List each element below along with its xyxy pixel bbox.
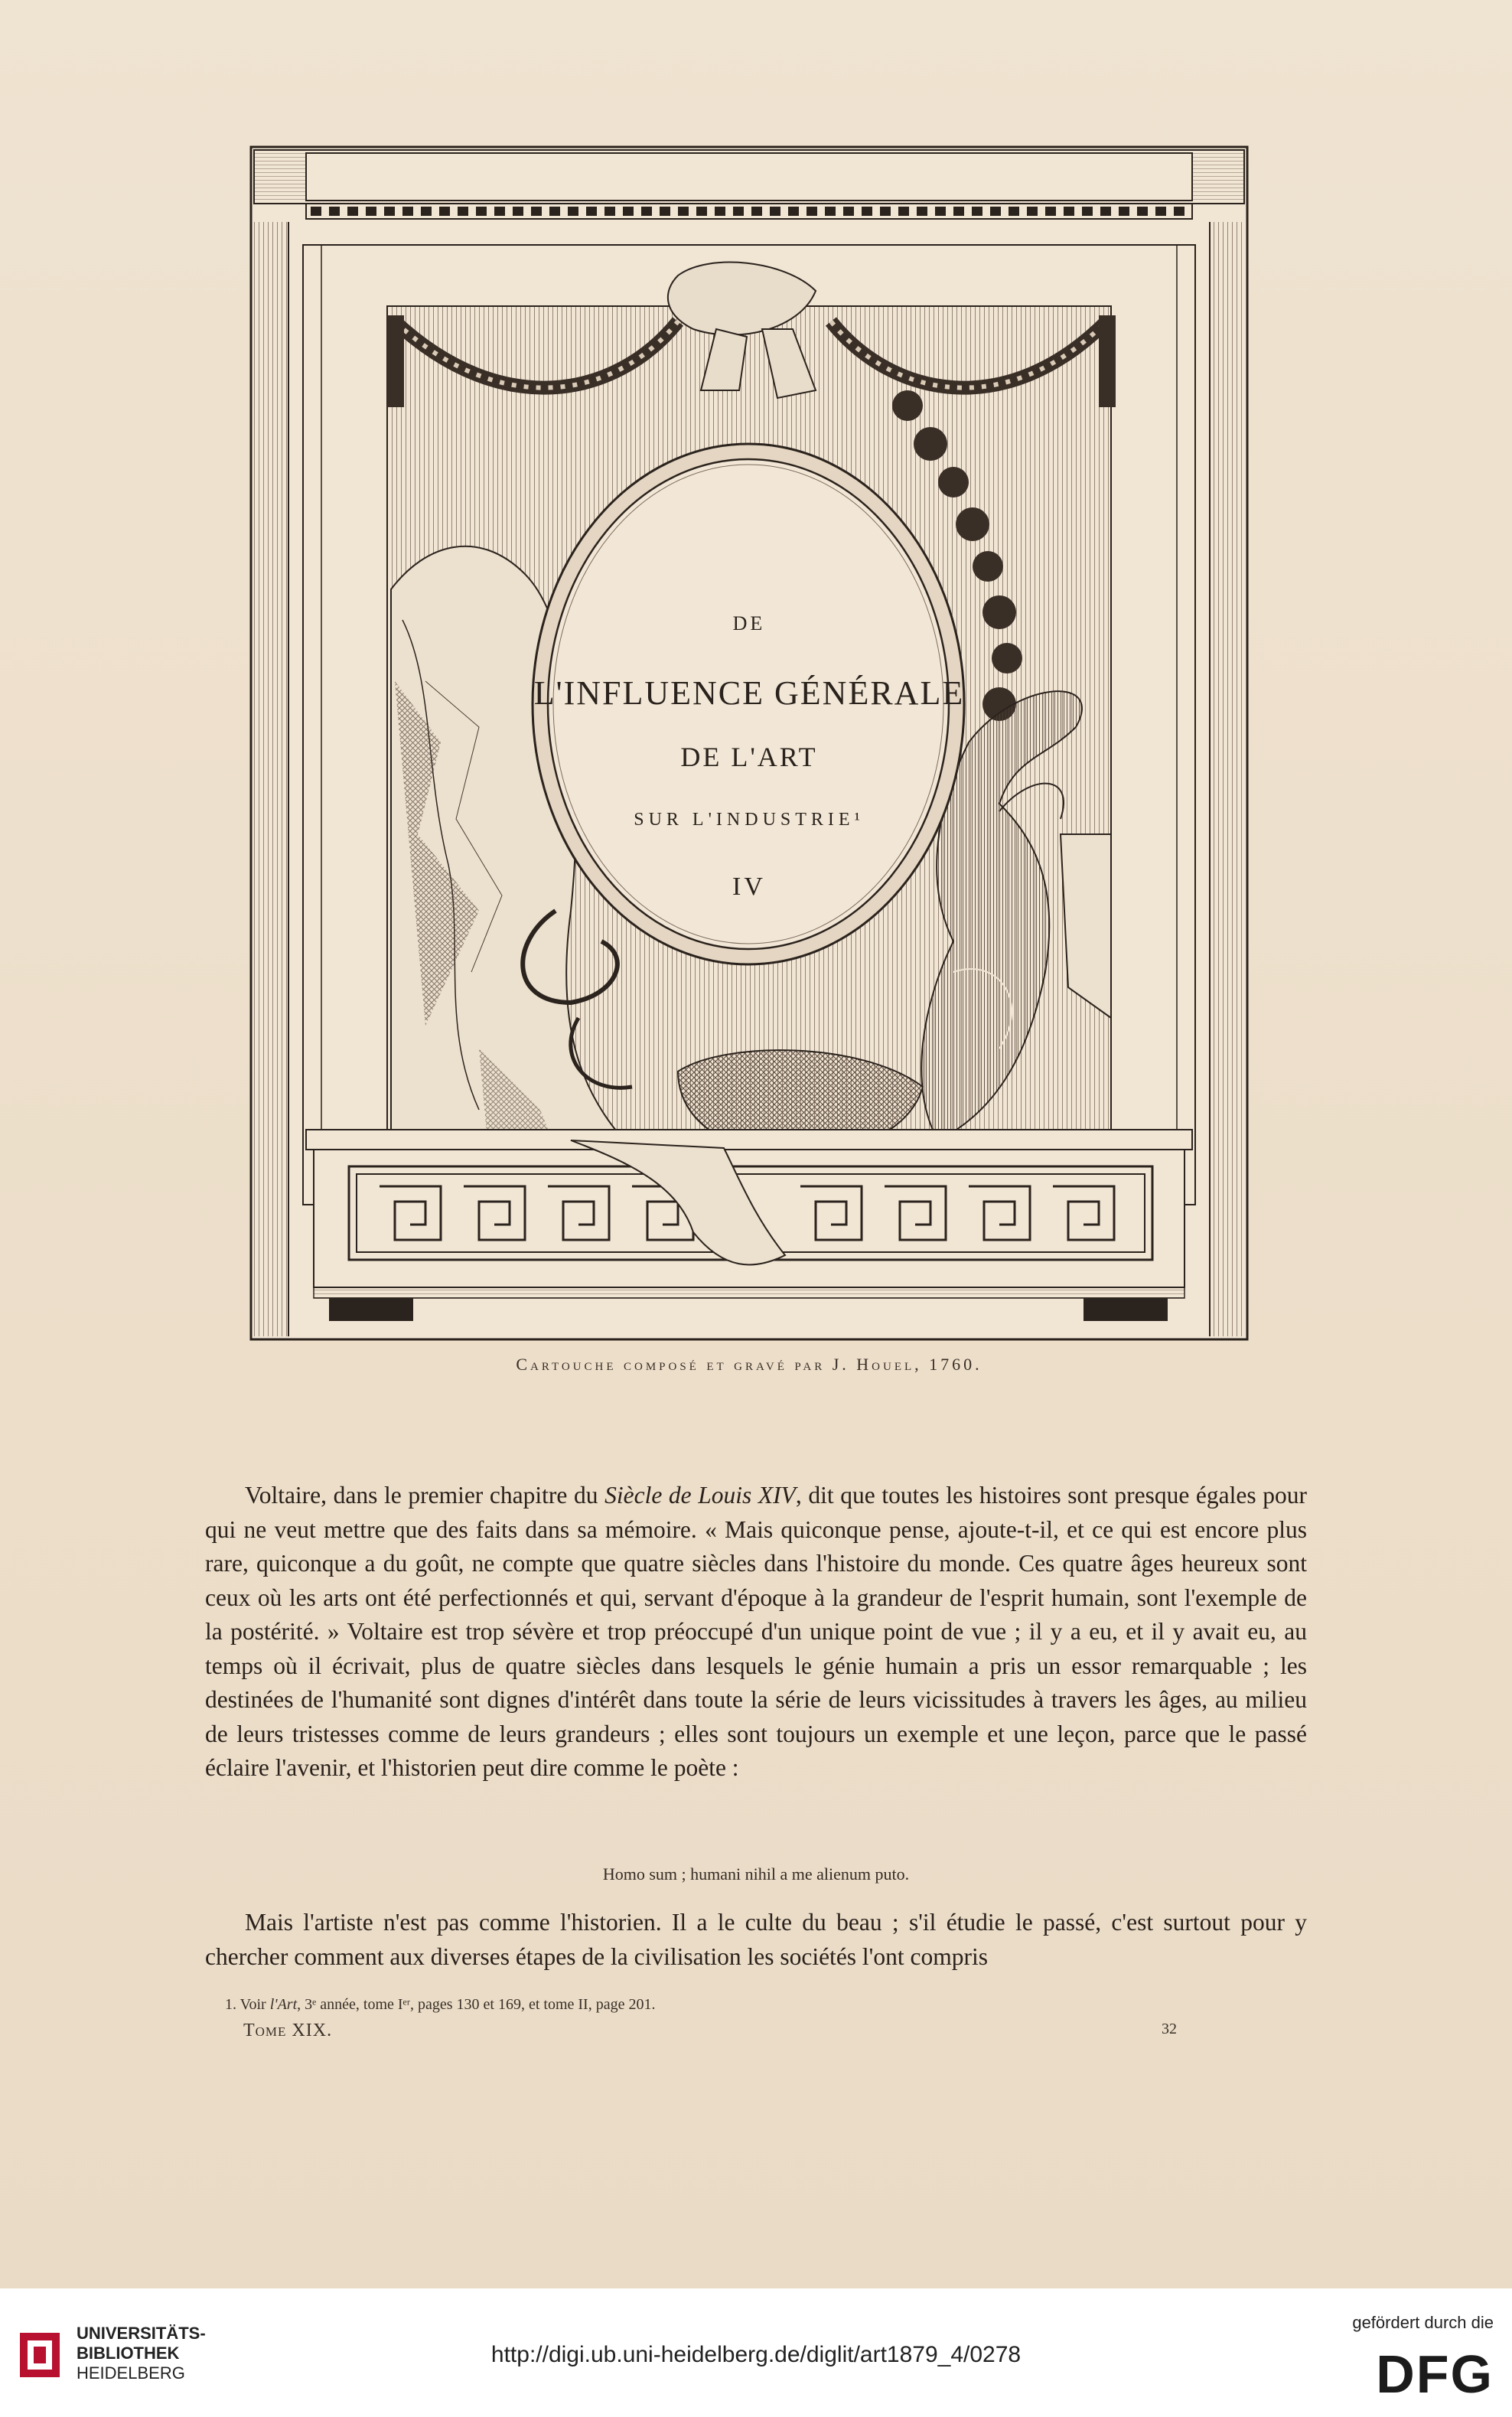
p1-italic-title: Siècle de Louis XIV xyxy=(604,1482,796,1509)
page-number: 32 xyxy=(1162,2021,1177,2037)
footnote-prefix: 1. Voir xyxy=(225,1996,270,2013)
uni-line-1: UNIVERSITÄTS- xyxy=(77,2324,206,2343)
paragraph-2: Mais l'artiste n'est pas comme l'historien. Il a le culte du beau ; s'il étudie le passé, c'est surtout pour y chercher comment aux diverses étapes de la civilisation les sociétés l'ont compris xyxy=(205,1909,1307,1970)
cartouche-line-industrie: SUR L'INDUSTRIE¹ xyxy=(634,810,865,830)
footer-bar xyxy=(0,2288,1512,2417)
footnote xyxy=(225,1996,655,2014)
permalink-url[interactable]: http://digi.ub.uni-heidelberg.de/diglit/art1879_4/0278 xyxy=(490,2342,1022,2367)
cartouche-line-de: DE xyxy=(732,612,766,634)
latin-quote: Homo sum ; humani nihil a me alienum puto. xyxy=(602,1864,910,1884)
uni-line-3: HEIDELBERG xyxy=(77,2363,185,2383)
p1-text-a: Voltaire, dans le premier chapitre du xyxy=(245,1482,605,1509)
uni-line-2: BIBLIOTHEK xyxy=(77,2344,180,2363)
cartouche-line-art: DE L'ART xyxy=(680,742,818,772)
footnote-rest: , 3ᵉ année, tome Iᵉʳ, pages 130 et 169, et tome II, page 201. xyxy=(297,1996,656,2013)
p1-text-b: , dit que toutes les histoires sont presque égales pour qui ne veut mettre que des faits dans sa mémoire. « Mais quiconque pense, ajoute-t-il, et ce qui est encore plus rare, quiconque a du goût, ne compte que quatre siècles dans l'histoire du monde. Ces quatre âges heureux sont ceux où les arts ont été perfectionnés et qui, servant d'époque à la grandeur de l'esprit humain, sont l'exemple de la postérité. » Voltaire est trop sévère et trop préoccupé d'un unique point de vue ; il y a eu, et il y avait eu, au temps où il écrivait, plus de quatre siècles dans lesquels le génie humain a pris un essor remarquable ; les destinées de l'humanité sont dignes d'intérêt dans toute la série de leurs vicissitudes à travers les âges, au milieu de leurs tristesses comme de leurs grandeurs ; elles sont toujours un exemple et une leçon, parce que le passé éclaire l'avenir, et l'historien peut dire comme le poète : xyxy=(205,1482,1307,1781)
cartouche-title: L'INFLUENCE GÉNÉRALE xyxy=(533,674,965,712)
tome-label: Tome XIX. xyxy=(243,2021,333,2040)
funding-label: gefördert durch die xyxy=(1352,2313,1494,2332)
footnote-italic: l'Art xyxy=(269,1996,298,2013)
cartouche-chapter-number: IV xyxy=(732,873,766,901)
paragraph-1 xyxy=(205,1479,1307,1786)
engraving-illustration xyxy=(249,145,1249,1341)
engraving-caption: Cartouche composé et gravé par J. Houel, 1760. xyxy=(516,1355,982,1374)
dfg-logo[interactable]: DFG xyxy=(1376,2344,1494,2404)
